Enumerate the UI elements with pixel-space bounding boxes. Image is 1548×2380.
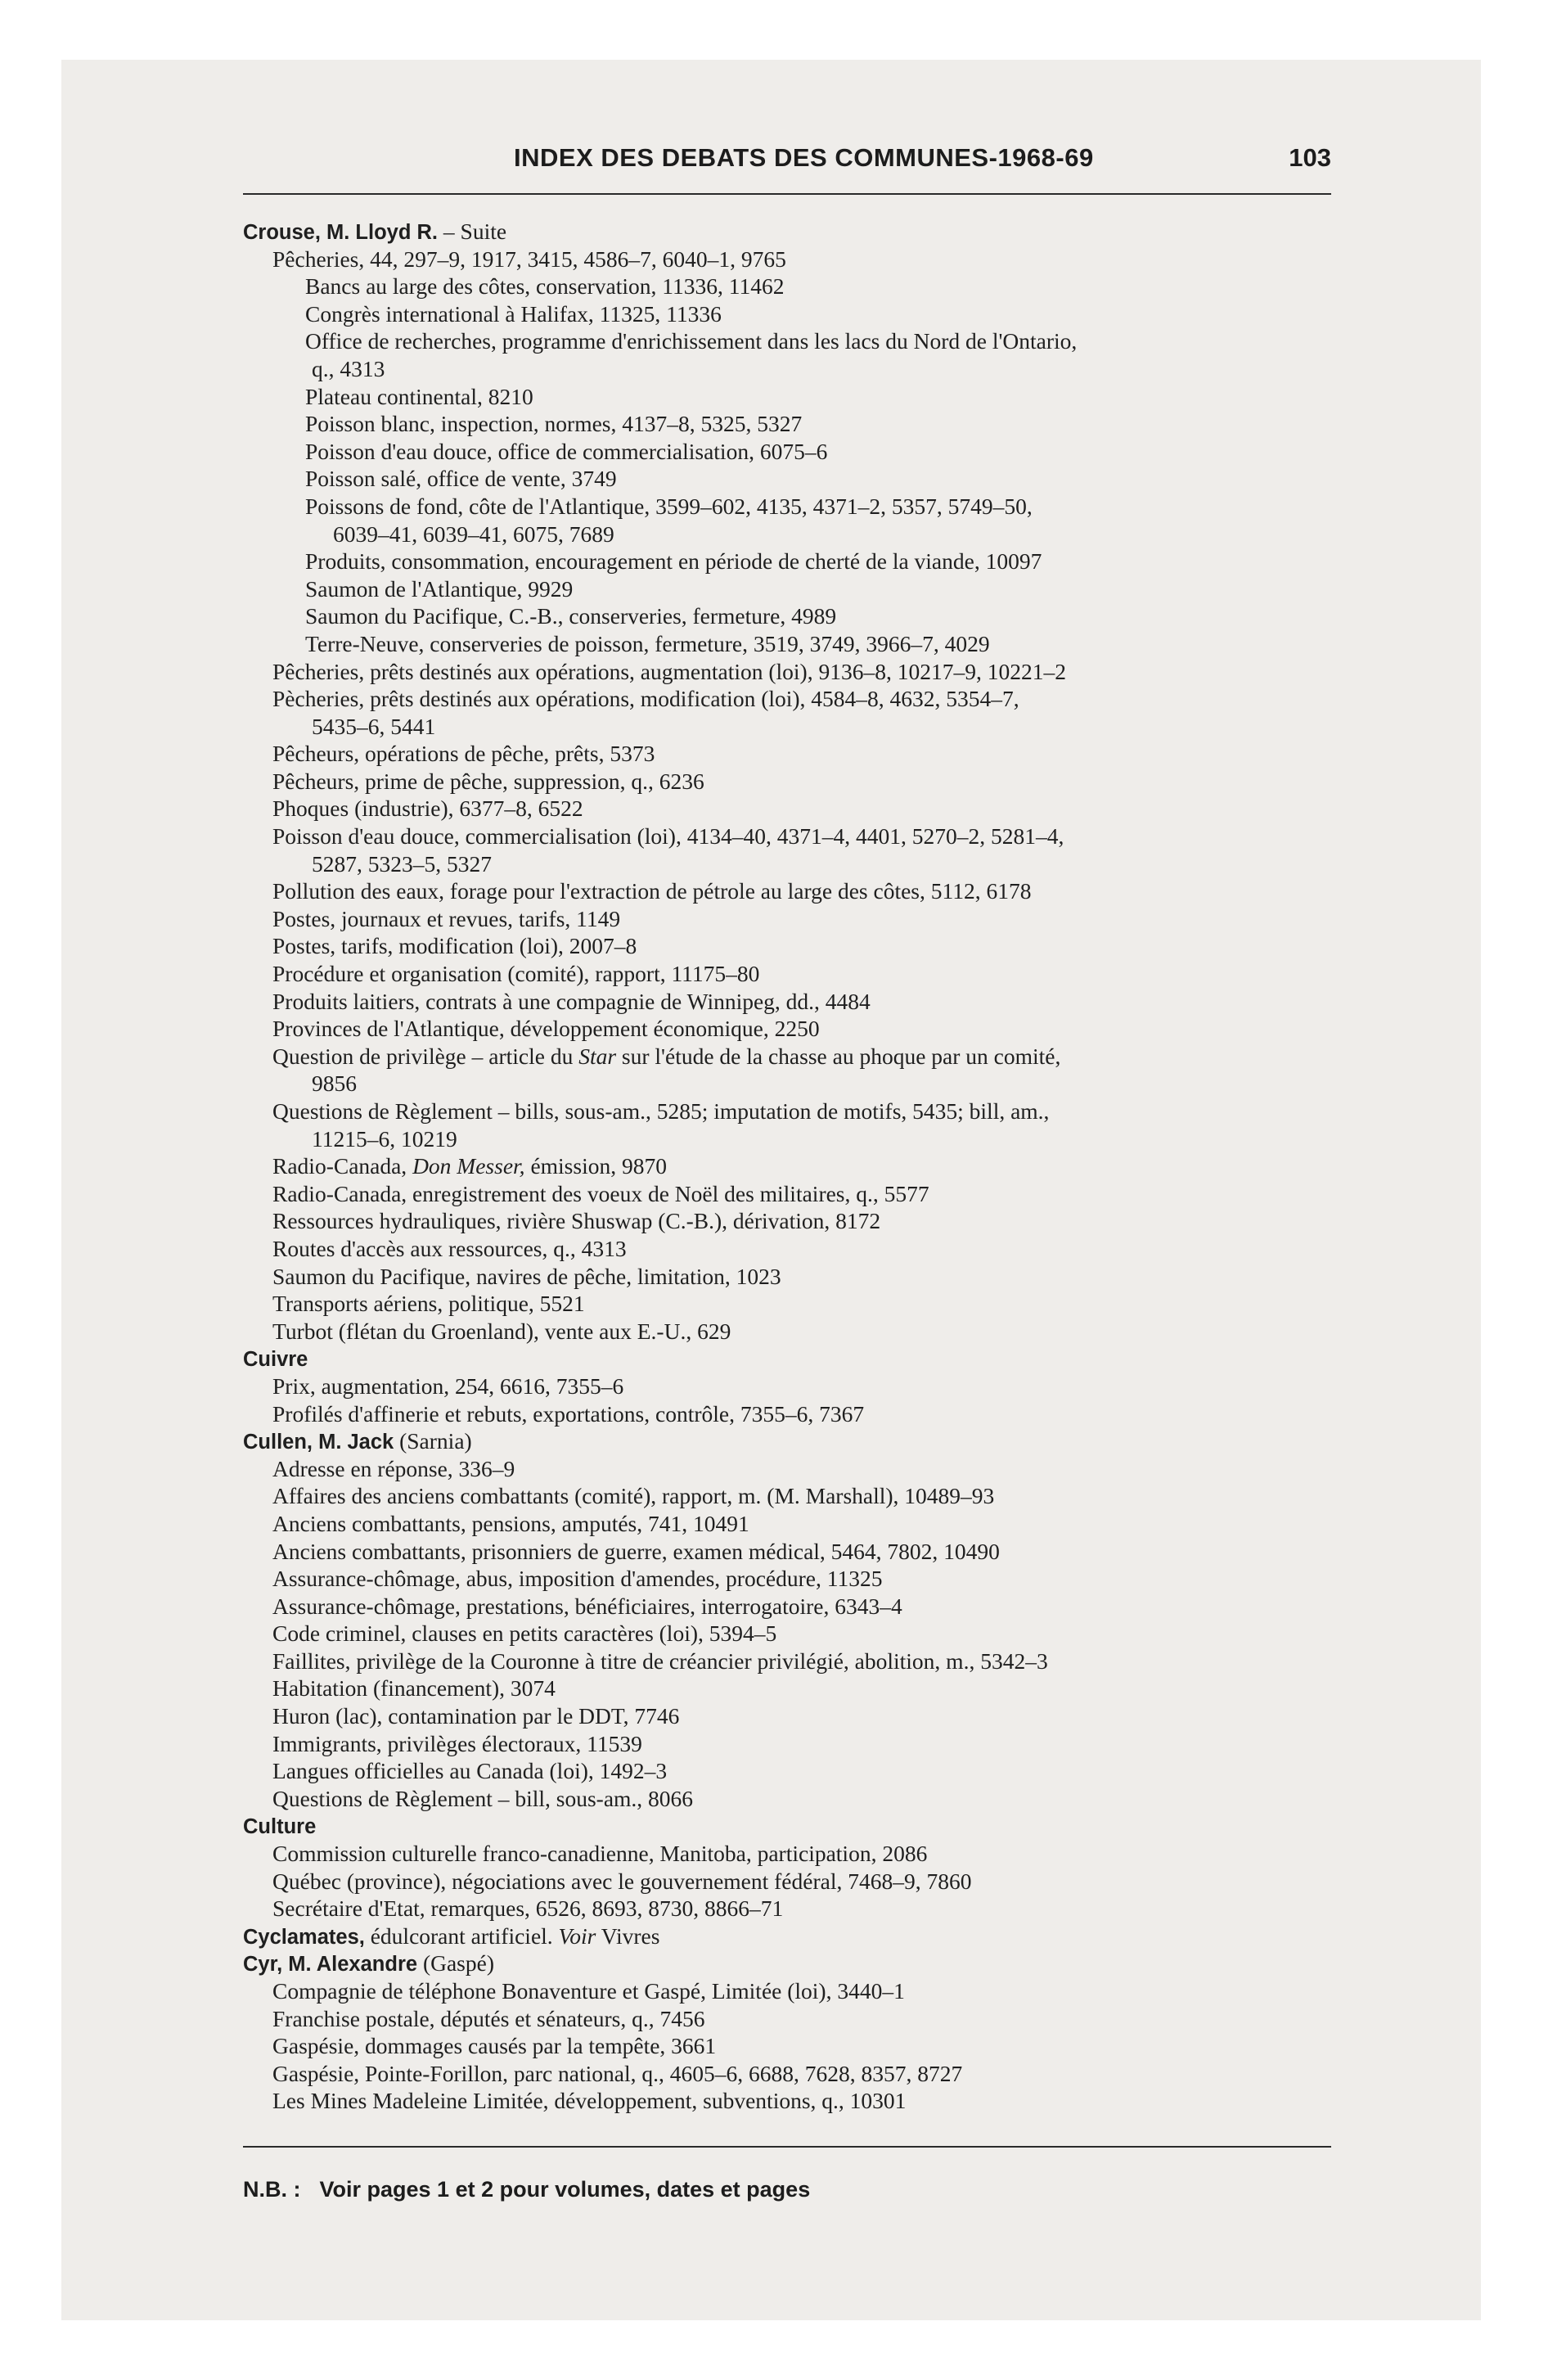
index-entry — [243, 410, 1356, 438]
index-entry — [243, 1840, 1356, 1868]
index-entry — [243, 1757, 1356, 1785]
entry-text: Poisson d'eau douce, commercialisation (loi), 4134–40, 4371–4, 4401, 5270–2, 5281–4, — [272, 823, 1064, 850]
footnote — [243, 2177, 810, 2202]
entry-text: Faillites, privilège de la Couronne à titre de créancier privilégié, abolition, m., 5342–3 — [272, 1648, 1048, 1674]
entry-text: Produits, consommation, encouragement en période de cherté de la viande, 10097 — [305, 548, 1042, 575]
index-entry — [243, 768, 1356, 796]
index-entry — [243, 1070, 1356, 1098]
index-entry — [243, 740, 1356, 768]
index-entry — [243, 1400, 1356, 1428]
entry-text: Question de privilège – article du — [272, 1043, 579, 1069]
index-entry — [243, 1207, 1356, 1235]
entry-heading: Crouse, M. Lloyd R. — [243, 221, 439, 244]
index-entry — [243, 1455, 1356, 1483]
entry-text: – Suite — [438, 219, 507, 244]
entry-text: Questions de Règlement – bills, sous-am., 5285; imputation de motifs, 5435; bill, am., — [272, 1098, 1050, 1124]
index-entry — [243, 1290, 1356, 1318]
entry-text: Assurance-chômage, abus, imposition d'amendes, procédure, 11325 — [272, 1566, 883, 1592]
footnote-text: Voir pages 1 et 2 pour volumes, dates et pages — [319, 2177, 811, 2202]
index-entry — [243, 2060, 1356, 2088]
index-entries — [243, 218, 1356, 2115]
entry-text: Gaspésie, dommages causés par la tempête, 3661 — [272, 2033, 717, 2059]
entry-text: Postes, tarifs, modification (loi), 2007–8 — [272, 933, 637, 959]
entry-text: Saumon de l'Atlantique, 9929 — [305, 575, 574, 602]
entry-text: Questions de Règlement – bill, sous-am., 8066 — [272, 1785, 694, 1811]
entry-text: Office de recherches, programme d'enrichissement dans les lacs du Nord de l'Ontario, — [305, 328, 1078, 354]
index-entry — [243, 1702, 1356, 1730]
index-entry — [243, 1125, 1356, 1153]
entry-text: Commission culturelle franco-canadienne, Manitoba, participation, 2086 — [272, 1841, 928, 1867]
entry-text: Poisson salé, office de vente, 3749 — [305, 466, 617, 492]
entry-heading: Cyr, M. Alexandre — [243, 1953, 418, 1977]
entry-text: Compagnie de téléphone Bonaventure et Gaspé, Limitée (loi), 3440–1 — [272, 1978, 905, 2004]
entry-text: Pêcheries, 44, 297–9, 1917, 3415, 4586–7, 6040–1, 9765 — [272, 246, 786, 272]
entry-text: Transports aériens, politique, 5521 — [272, 1291, 585, 1317]
entry-text: Gaspésie, Pointe-Forillon, parc national, q., 4605–6, 6688, 7628, 8357, 8727 — [272, 2060, 963, 2086]
index-entry — [243, 1235, 1356, 1263]
entry-text: Habitation (financement), 3074 — [272, 1675, 556, 1702]
entry-text: Turbot (flétan du Groenland), vente aux E.-U., 629 — [272, 1318, 731, 1344]
index-entry — [243, 1263, 1356, 1291]
index-heading-entry — [243, 1950, 1356, 1977]
entry-text: Radio-Canada, — [272, 1153, 413, 1179]
entry-text: (Gaspé) — [417, 1950, 494, 1977]
entry-italic-text: Star — [578, 1043, 617, 1069]
entry-text: Routes d'accès aux ressources, q., 4313 — [272, 1235, 627, 1261]
entry-heading: Cyclamates, — [243, 1925, 365, 1949]
entry-text: Pêcheurs, prime de pêche, suppression, q., 6236 — [272, 768, 704, 794]
index-entry — [243, 795, 1356, 823]
entry-text: Langues officielles au Canada (loi), 1492–3 — [272, 1758, 668, 1784]
entry-text: Congrès international à Halifax, 11325, 11336 — [305, 300, 722, 327]
index-entry — [243, 1593, 1356, 1620]
index-entry — [243, 383, 1356, 411]
index-entry — [243, 988, 1356, 1016]
index-entry — [243, 1510, 1356, 1538]
index-entry — [243, 355, 1356, 383]
index-entry — [243, 575, 1356, 603]
entry-text: émission, 9870 — [524, 1153, 667, 1179]
entry-text: Franchise postale, députés et sénateurs, q., 7456 — [272, 2005, 705, 2031]
index-entry — [243, 685, 1356, 713]
index-heading-entry — [243, 218, 1356, 246]
index-entry — [243, 1098, 1356, 1125]
entry-italic-text: Don Messer, — [412, 1153, 525, 1179]
entry-text: Assurance-chômage, prestations, bénéficiaires, interrogatoire, 6343–4 — [272, 1593, 902, 1619]
entry-text: 11215–6, 10219 — [312, 1125, 457, 1152]
entry-text: Saumon du Pacifique, navires de pêche, limitation, 1023 — [272, 1263, 781, 1289]
footer-rule — [243, 2146, 1331, 2148]
index-entry — [243, 548, 1356, 575]
entry-text: Vivres — [596, 1922, 660, 1949]
entry-text: 5435–6, 5441 — [312, 713, 436, 739]
entry-text: Anciens combattants, prisonniers de guerre, examen médical, 5464, 7802, 10490 — [272, 1538, 1000, 1564]
index-entry — [243, 2032, 1356, 2060]
entry-text: Ressources hydrauliques, rivière Shuswap (C.-B.), dérivation, 8172 — [272, 1208, 881, 1234]
index-entry — [243, 877, 1356, 905]
index-entry — [243, 1648, 1356, 1675]
index-entry — [243, 1785, 1356, 1813]
index-entry — [243, 713, 1356, 741]
index-entry — [243, 1565, 1356, 1593]
index-entry — [243, 246, 1356, 273]
index-entry — [243, 1868, 1356, 1895]
entry-text: Poisson blanc, inspection, normes, 4137–8, 5325, 5327 — [305, 411, 803, 437]
entry-text: Plateau continental, 8210 — [305, 383, 533, 409]
footnote-label: N.B. : — [243, 2177, 301, 2202]
entry-italic-text: Voir — [558, 1922, 596, 1949]
index-heading-entry — [243, 1427, 1356, 1455]
entry-text: Pollution des eaux, forage pour l'extraction de pétrole au large des côtes, 5112, 6178 — [272, 878, 1032, 904]
entry-heading: Culture — [243, 1815, 317, 1839]
index-entry — [243, 1675, 1356, 1702]
index-entry — [243, 273, 1356, 300]
index-entry — [243, 1318, 1356, 1346]
entry-text: Provinces de l'Atlantique, développement économique, 2250 — [272, 1016, 820, 1042]
entry-text: Québec (province), négociations avec le gouvernement fédéral, 7468–9, 7860 — [272, 1868, 972, 1894]
entry-text: Prix, augmentation, 254, 6616, 7355–6 — [272, 1373, 624, 1399]
index-entry — [243, 658, 1356, 686]
index-entry — [243, 932, 1356, 960]
entry-text: q., 4313 — [312, 355, 385, 381]
entry-text: 6039–41, 6039–41, 6075, 7689 — [333, 521, 614, 547]
running-title: INDEX DES DEBATS DES COMMUNES-1968-69 — [514, 143, 1094, 172]
entry-text: sur l'étude de la chasse au phoque par un comité, — [616, 1043, 1061, 1069]
index-entry — [243, 300, 1356, 328]
index-entry — [243, 1538, 1356, 1566]
entry-text: Adresse en réponse, 336–9 — [272, 1455, 515, 1481]
entry-text: Poisson d'eau douce, office de commercialisation, 6075–6 — [305, 438, 828, 464]
entry-heading: Cullen, M. Jack — [243, 1431, 394, 1454]
index-entry — [243, 493, 1356, 521]
entry-text: Affaires des anciens combattants (comité), rapport, m. (M. Marshall), 10489–93 — [272, 1483, 995, 1509]
index-entry — [243, 1977, 1356, 2005]
index-heading-entry — [243, 1812, 1356, 1840]
index-entry — [243, 1373, 1356, 1400]
index-entry — [243, 2005, 1356, 2033]
page-number: 103 — [1289, 143, 1331, 172]
entry-text: Anciens combattants, pensions, amputés, 741, 10491 — [272, 1510, 749, 1536]
index-entry — [243, 1152, 1356, 1180]
index-entry — [243, 1043, 1356, 1071]
entry-text: Bancs au large des côtes, conservation, 11336, 11462 — [305, 273, 785, 300]
entry-text: Produits laitiers, contrats à une compagnie de Winnipeg, dd., 4484 — [272, 988, 871, 1014]
index-entry — [243, 905, 1356, 933]
index-entry — [243, 438, 1356, 466]
index-entry — [243, 521, 1356, 548]
header-rule — [243, 193, 1331, 195]
entry-text: Poissons de fond, côte de l'Atlantique, 3599–602, 4135, 4371–2, 5357, 5749–50, — [305, 493, 1033, 519]
index-entry — [243, 850, 1356, 878]
index-entry — [243, 1015, 1356, 1043]
entry-text: Procédure et organisation (comité), rapport, 11175–80 — [272, 961, 760, 987]
index-entry — [243, 1180, 1356, 1208]
index-entry — [243, 1482, 1356, 1510]
entry-text: Postes, journaux et revues, tarifs, 1149 — [272, 905, 621, 931]
index-entry — [243, 465, 1356, 493]
index-entry — [243, 1895, 1356, 1922]
index-entry — [243, 823, 1356, 850]
entry-text: 9856 — [312, 1071, 357, 1097]
entry-text: Code criminel, clauses en petits caractères (loi), 5394–5 — [272, 1620, 777, 1647]
entry-text: Radio-Canada, enregistrement des voeux de Noël des militaires, q., 5577 — [272, 1180, 929, 1206]
index-entry — [243, 2087, 1356, 2115]
index-entry — [243, 327, 1356, 355]
index-entry — [243, 1620, 1356, 1648]
index-heading-entry — [243, 1922, 1356, 1950]
entry-text: Immigrants, privilèges électoraux, 11539 — [272, 1730, 642, 1756]
index-entry — [243, 602, 1356, 630]
entry-text: Saumon du Pacifique, C.-B., conserveries, fermeture, 4989 — [305, 603, 837, 629]
entry-text: Secrétaire d'Etat, remarques, 6526, 8693, 8730, 8866–71 — [272, 1895, 784, 1922]
entry-text: Les Mines Madeleine Limitée, développement, subventions, q., 10301 — [272, 2088, 907, 2114]
entry-text: édulcorant artificiel. — [364, 1922, 559, 1949]
entry-text: Phoques (industrie), 6377–8, 6522 — [272, 796, 583, 822]
entry-heading: Cuivre — [243, 1348, 308, 1372]
entry-text: (Sarnia) — [394, 1428, 472, 1454]
index-entry — [243, 960, 1356, 988]
index-heading-entry — [243, 1345, 1356, 1373]
entry-text: Pêcheries, prêts destinés aux opérations, augmentation (loi), 9136–8, 10217–9, 10221–2 — [272, 658, 1066, 684]
entry-text: Profilés d'affinerie et rebuts, exportations, contrôle, 7355–6, 7367 — [272, 1400, 865, 1427]
entry-text: 5287, 5323–5, 5327 — [312, 850, 492, 877]
entry-text: Pêcheurs, opérations de pêche, prêts, 5373 — [272, 741, 655, 767]
index-entry — [243, 630, 1356, 658]
entry-text: Huron (lac), contamination par le DDT, 7746 — [272, 1703, 680, 1729]
index-entry — [243, 1730, 1356, 1758]
entry-text: Pècheries, prêts destinés aux opérations, modification (loi), 4584–8, 4632, 5354–7, — [272, 686, 1019, 712]
entry-text: Terre-Neuve, conserveries de poisson, fermeture, 3519, 3749, 3966–7, 4029 — [305, 630, 990, 656]
